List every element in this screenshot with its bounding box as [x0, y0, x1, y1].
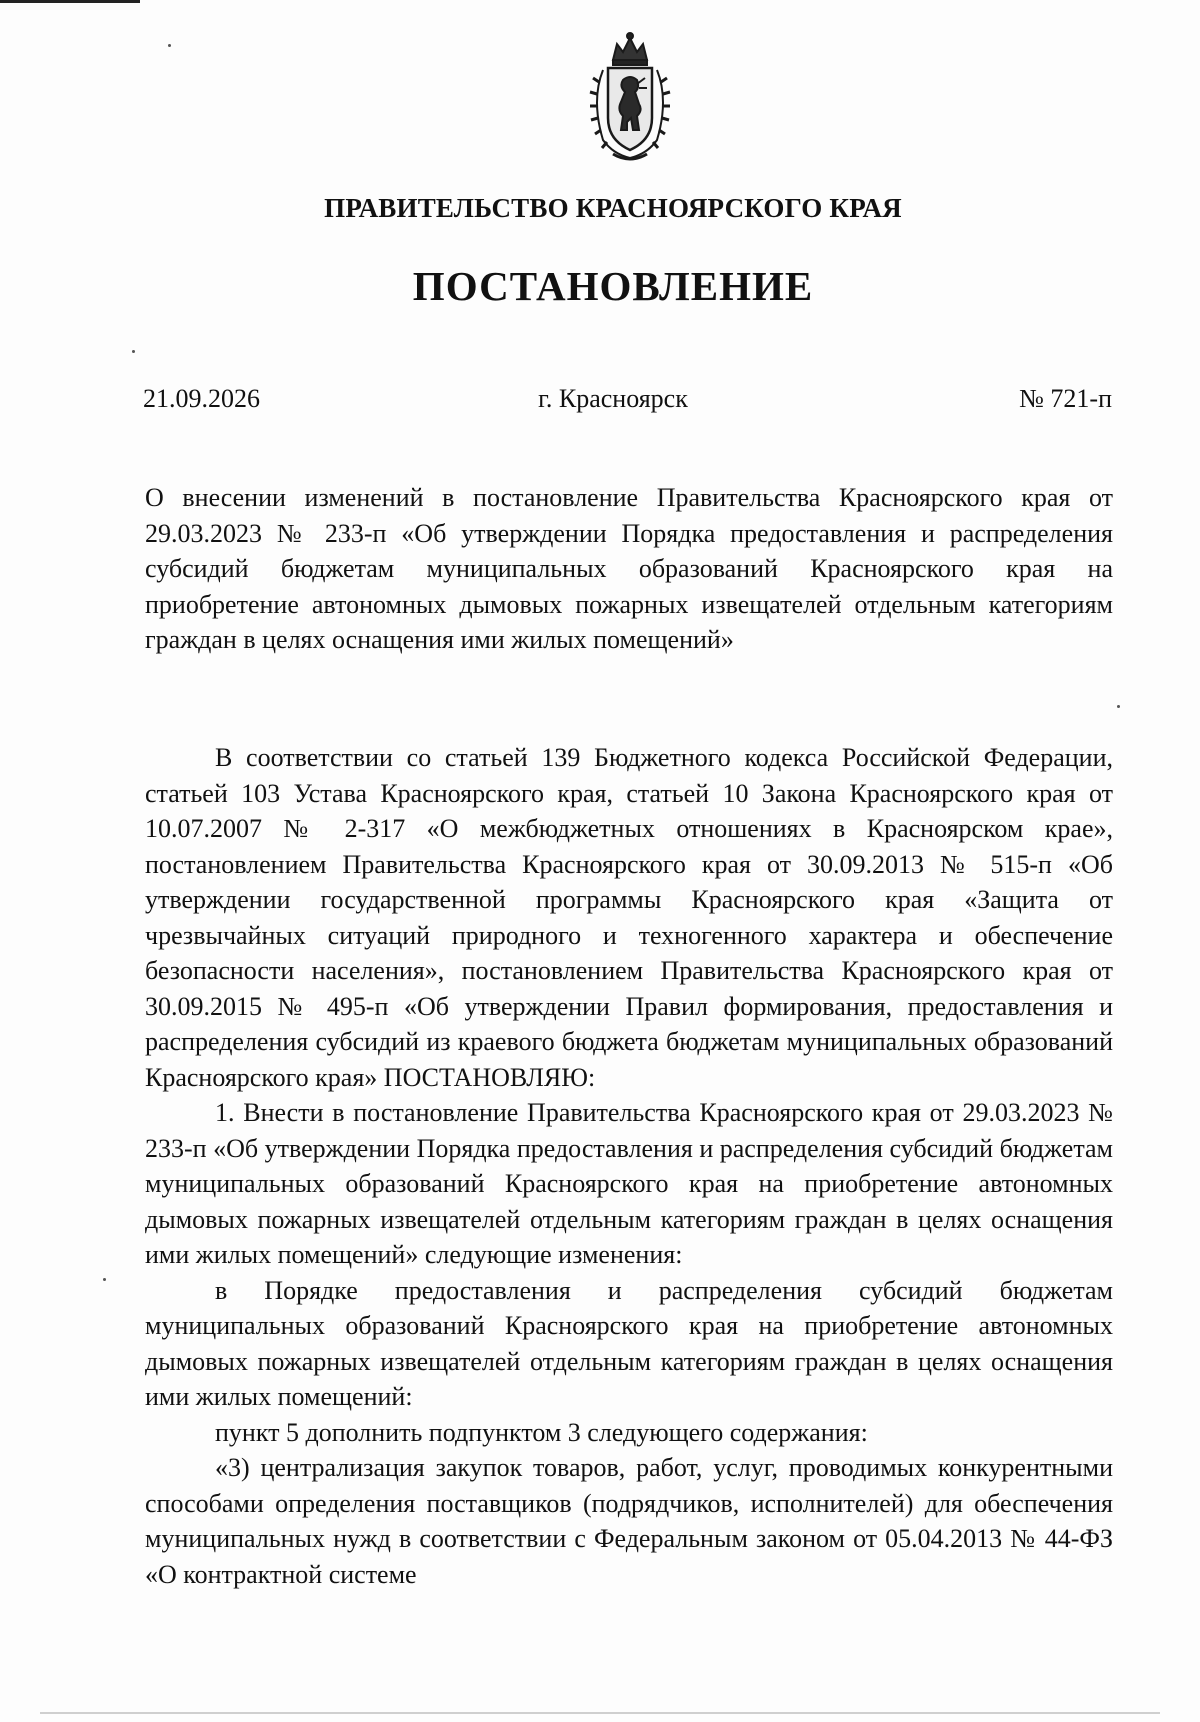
- document-title: О внесении изменений в постановление Правительства Красноярского края от 29.03.2023 № 233-п «Об утверждении Порядка предоставления и распределения субсидий бюджетам муниципальных образований Красноярского края на приобретение автономных дымовых пожарных извещателей отдельным категориям граждан в целях оснащения ими жилых помещений»: [145, 483, 1113, 654]
- document-date: 21.09.2026: [143, 384, 260, 413]
- scan-speck: [132, 350, 135, 353]
- scan-edge-line: [0, 0, 140, 3]
- preamble-paragraph: В соответствии со статьей 139 Бюджетного кодекса Российской Федерации, статьей 103 Устава Красноярского края, статьей 10 Закона Красноярского края от 10.07.2007 № 2-317 «О межбюджетных отношениях в Красноярском крае», постановлением Правительства Красноярского края от 30.09.2013 № 515-п «Об утверждении государственной программы Красноярского края «Защита от чрезвычайных ситуаций природного и техногенного характера и обеспечение безопасности населения», постановлением Правительства Красноярского края от 30.09.2015 № 495-п «Об утверждении Правил формирования, предоставления и распределения субсидий из краевого бюджета бюджетам муниципальных образований Красноярского края» ПОСТАНОВЛЯЮ:: [145, 743, 1113, 1092]
- amendment-point-paragraph: пункт 5 дополнить подпунктом 3 следующего содержания:: [215, 1417, 868, 1447]
- document-number: № 721-п: [1019, 384, 1112, 413]
- document-city: г. Красноярск: [538, 384, 688, 413]
- scan-speck: [1117, 705, 1120, 708]
- scan-speck: [168, 44, 171, 47]
- document-body: [145, 740, 1113, 1592]
- scan-edge-line: [40, 1712, 1160, 1714]
- organization-name: ПРАВИТЕЛЬСТВО КРАСНОЯРСКОГО КРАЯ: [324, 193, 902, 223]
- coat-of-arms-emblem: [573, 30, 687, 165]
- amendment-text-paragraph: «3) централизация закупок товаров, работ, услуг, проводимых конкурентными способами определения поставщиков (подрядчиков, исполнителей) для обеспечения муниципальных нужд в соответствии с Федеральным законом от 05.04.2013 № 44-ФЗ «О контрактной системе: [145, 1453, 1113, 1589]
- document-type: ПОСТАНОВЛЕНИЕ: [412, 263, 814, 309]
- document-title-block: [145, 480, 1113, 658]
- clause-1-paragraph: 1. Внести в постановление Правительства Красноярского края от 29.03.2023 № 233-п «Об утверждении Порядка предоставления и распределения субсидий бюджетам муниципальных образований Красноярского края на приобретение автономных дымовых пожарных извещателей отдельным категориям граждан в целях оснащения ими жилых помещений» следующие изменения:: [145, 1098, 1113, 1269]
- scan-speck: [103, 1278, 106, 1281]
- amendment-intro-paragraph: в Порядке предоставления и распределения субсидий бюджетам муниципальных образований Красноярского края на приобретение автономных дымовых пожарных извещателей отдельным категориям граждан в целях оснащения ими жилых помещений:: [145, 1275, 1113, 1411]
